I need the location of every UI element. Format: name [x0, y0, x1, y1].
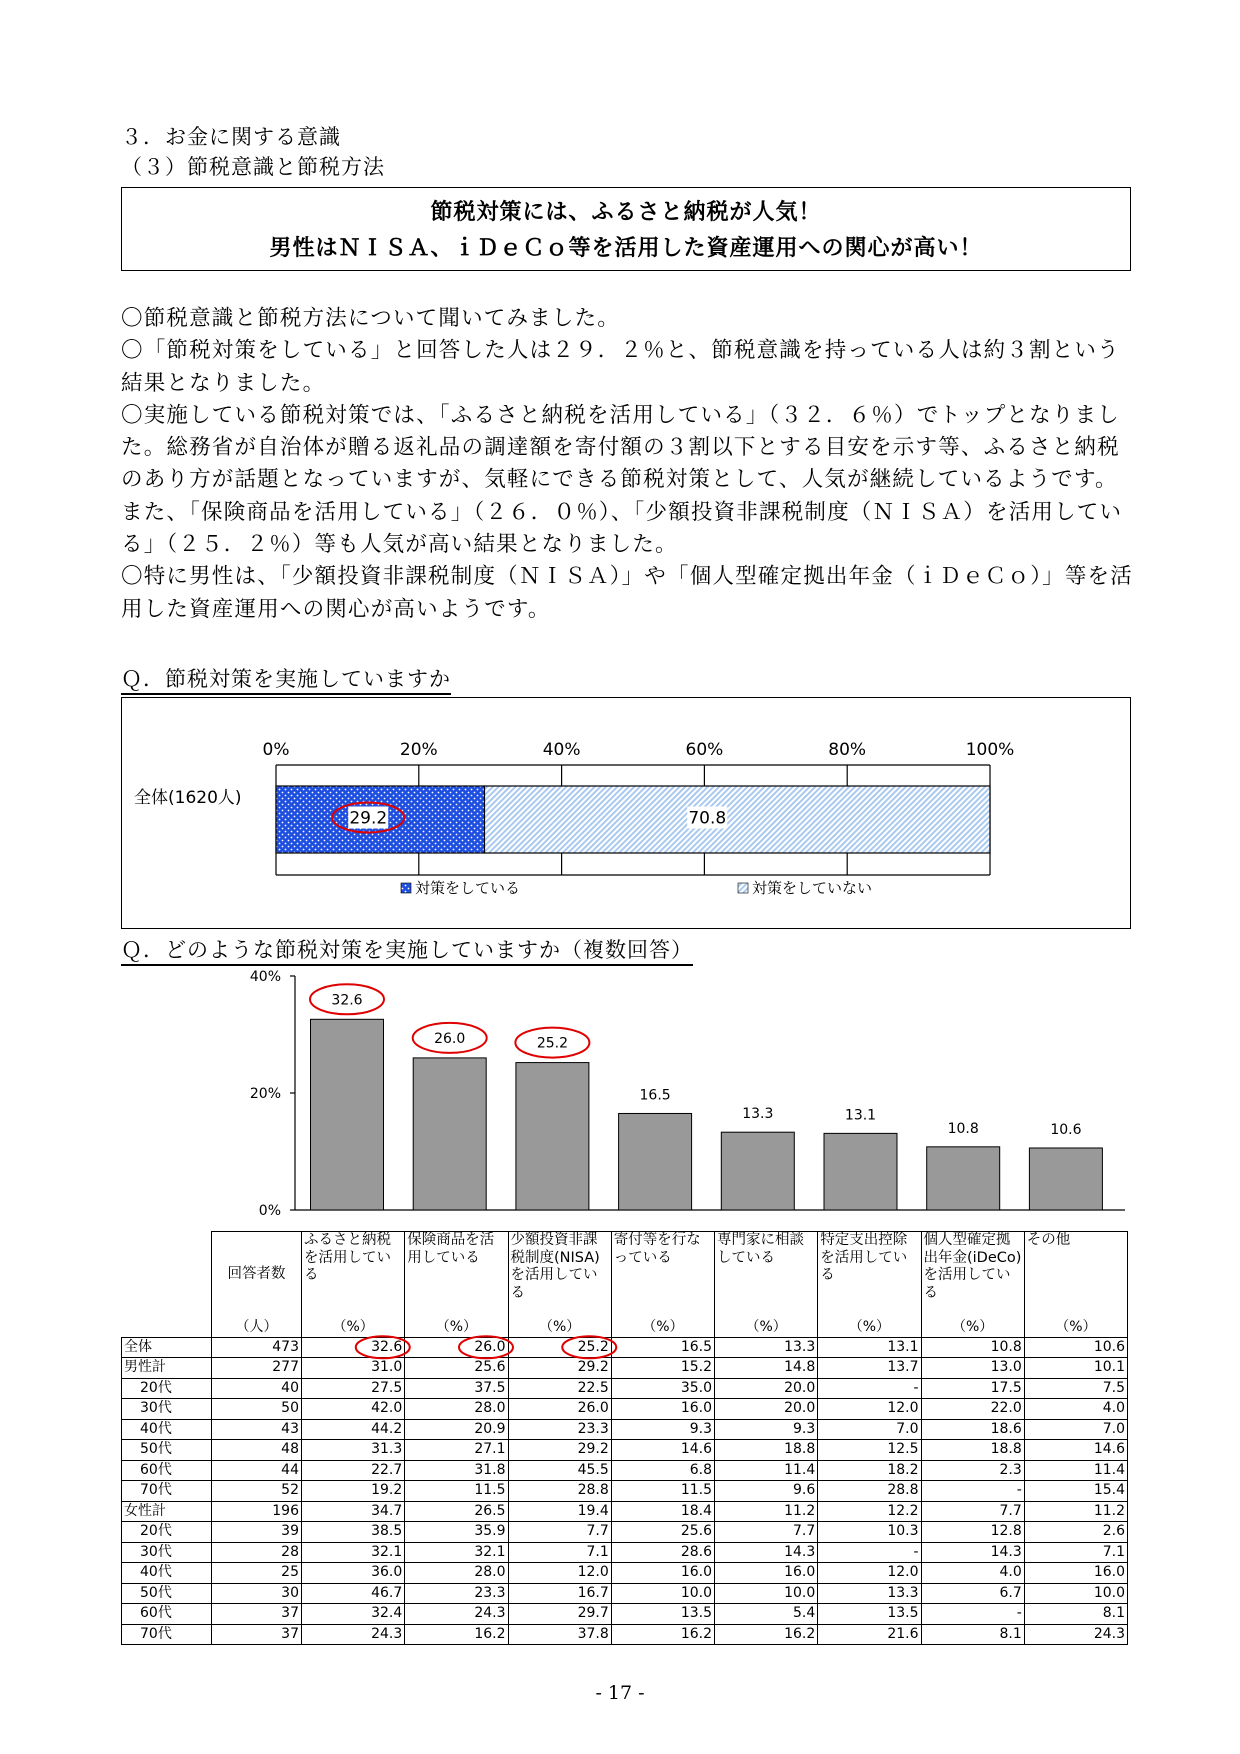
bar [1029, 1148, 1102, 1210]
table-units-row [122, 1318, 1128, 1338]
table-cell: 24.3 [405, 1604, 508, 1625]
bar-value-label: 32.6 [331, 992, 363, 1009]
bar-value-label: 10.6 [1050, 1121, 1082, 1138]
table-cell: 10.6 [1024, 1337, 1127, 1358]
table-row [122, 1604, 1128, 1625]
table-cell: 10.8 [921, 1337, 1024, 1358]
legend-label-no: 対策をしていない [752, 879, 873, 897]
table-cell: 28.0 [405, 1399, 508, 1420]
table-cell: 28.8 [818, 1481, 921, 1502]
table-cell: 22.0 [921, 1399, 1024, 1420]
table-cell: 35.9 [405, 1522, 508, 1543]
row-label: 40代 [122, 1563, 212, 1584]
table-cell: 10.0 [611, 1583, 714, 1604]
paragraph: 〇「節税対策をしている」と回答した人は２９．２％と、節税意識を持っている人は約３割という結果となりました。 [121, 338, 1120, 396]
table-cell: 28 [212, 1542, 302, 1563]
bar-value-label: 10.8 [947, 1120, 979, 1137]
table-cell: 10.1 [1024, 1358, 1127, 1379]
table-cell: 2.3 [921, 1460, 1024, 1481]
page-number: - 17 - [595, 1682, 645, 1704]
table-cell: 34.7 [302, 1501, 405, 1522]
table-cell: 14.6 [611, 1440, 714, 1461]
row-label: 50代 [122, 1440, 212, 1461]
table-cell: 9.6 [715, 1481, 818, 1502]
table-cell: 6.8 [611, 1460, 714, 1481]
question-1-heading: Ｑ．節税対策を実施していますか [121, 665, 451, 695]
results-table [121, 1231, 1128, 1645]
chart-2-bars [310, 984, 1102, 1210]
table-unit: （%） [405, 1318, 508, 1338]
table-header: 保険商品を活用している [405, 1232, 508, 1318]
x-tick-label: 100% [965, 740, 1015, 760]
bar [413, 1058, 486, 1210]
data-label: 29.2 [349, 808, 388, 829]
table-cell: 18.8 [921, 1440, 1024, 1461]
table-row [122, 1501, 1128, 1522]
table-cell: 32.1 [302, 1542, 405, 1563]
table-cell: 196 [212, 1501, 302, 1522]
table-cell: 20.9 [405, 1419, 508, 1440]
table-cell: 20.0 [715, 1399, 818, 1420]
table-cell: 19.4 [508, 1501, 611, 1522]
table-cell: 7.1 [508, 1542, 611, 1563]
table-unit: （%） [611, 1318, 714, 1338]
table-cell: 7.7 [715, 1522, 818, 1543]
table-header: 寄付等を行なっている [611, 1232, 714, 1318]
bar-value-label: 13.1 [844, 1107, 877, 1124]
table-corner [122, 1232, 212, 1318]
table-cell: 16.2 [405, 1624, 508, 1645]
table-cell: 15.4 [1024, 1481, 1127, 1502]
table-unit: （%） [818, 1318, 921, 1338]
table-cell: 43 [212, 1419, 302, 1440]
table-cell: 2.6 [1024, 1522, 1127, 1543]
table-cell: - [818, 1542, 921, 1563]
table-header: 個人型確定拠出年金(iDeCo)を活用している [921, 1232, 1024, 1318]
table-row [122, 1583, 1128, 1604]
table-cell: 26.0 [405, 1337, 508, 1358]
table-cell: 28.0 [405, 1563, 508, 1584]
table-unit [122, 1318, 212, 1338]
table-cell: 23.3 [405, 1583, 508, 1604]
row-label: 20代 [122, 1522, 212, 1543]
table-cell: 11.5 [611, 1481, 714, 1502]
table-cell: 15.2 [611, 1358, 714, 1379]
table-cell: 36.0 [302, 1563, 405, 1584]
bar [311, 1019, 384, 1210]
row-label: 70代 [122, 1624, 212, 1645]
table-cell: 11.5 [405, 1481, 508, 1502]
row-label: 全体 [122, 1337, 212, 1358]
table-cell: 10.0 [1024, 1583, 1127, 1604]
table-cell: 28.6 [611, 1542, 714, 1563]
table-cell: 21.6 [818, 1624, 921, 1645]
table-cell: 12.2 [818, 1501, 921, 1522]
table-cell: 13.1 [818, 1337, 921, 1358]
table-cell: 14.6 [1024, 1440, 1127, 1461]
table-row [122, 1481, 1128, 1502]
table-unit: （%） [1024, 1318, 1127, 1338]
table-row [122, 1419, 1128, 1440]
table-cell: 14.8 [715, 1358, 818, 1379]
headline-line-2: 男性はＮＩＳＡ、ｉＤｅＣｏ等を活用した資産運用への関心が高い！ [269, 236, 983, 261]
row-label: 30代 [122, 1399, 212, 1420]
legend-swatch-no [738, 883, 748, 893]
body-text [121, 303, 1136, 626]
question-2-heading: Ｑ．どのような節税対策を実施していますか（複数回答） [121, 936, 693, 966]
table-cell: 4.0 [1024, 1399, 1127, 1420]
paragraph: 〇節税意識と節税方法について聞いてみました。 [121, 306, 620, 331]
table-cell: 32.1 [405, 1542, 508, 1563]
table-header: 専門家に相談している [715, 1232, 818, 1318]
chart-2-axis [250, 969, 1125, 1219]
chart-1-frame [121, 697, 1131, 929]
table-cell: 31.8 [405, 1460, 508, 1481]
table-cell: 52 [212, 1481, 302, 1502]
table-row [122, 1399, 1128, 1420]
paragraph: 〇実施している節税対策では、「ふるさと納税を活用している」（３２．６％）でトップとなりました。総務省が自治体が贈る返礼品の調達額を寄付額の３割以下とする目安を示す等、ふるさと納税のあり方が話題となっていますが、気軽にできる節税対策として、人気が継続しているようです。また、「保険商品を活用している」（２６．０％）、「少額投資非課税制度（ＮＩＳＡ）を活用している」（２５．２％）等も人気が高い結果となりました。 [121, 402, 1123, 558]
table-cell: 25.6 [611, 1522, 714, 1543]
row-label: 男性計 [122, 1358, 212, 1379]
table-cell: 13.0 [921, 1358, 1024, 1379]
table-cell: 39 [212, 1522, 302, 1543]
table-cell: 17.5 [921, 1378, 1024, 1399]
table-cell: 24.3 [1024, 1624, 1127, 1645]
table-cell: - [921, 1481, 1024, 1502]
bar [927, 1147, 1000, 1210]
table-body [122, 1337, 1128, 1645]
table-cell: 11.4 [715, 1460, 818, 1481]
table-cell: 16.5 [611, 1337, 714, 1358]
table-cell: 277 [212, 1358, 302, 1379]
data-label: 70.8 [688, 808, 727, 829]
y-tick-label: 20% [249, 1086, 281, 1102]
table-cell: 18.6 [921, 1419, 1024, 1440]
table-cell: 40 [212, 1378, 302, 1399]
table-cell: 5.4 [715, 1604, 818, 1625]
highlight-circle [413, 1023, 487, 1053]
table-row [122, 1337, 1128, 1358]
table-cell: 16.0 [611, 1399, 714, 1420]
table-cell: 7.0 [818, 1419, 921, 1440]
bar-segment-1 [484, 786, 990, 853]
table-cell: 22.5 [508, 1378, 611, 1399]
table-cell: 12.0 [508, 1563, 611, 1584]
table-header: その他 [1024, 1232, 1127, 1318]
table-row [122, 1378, 1128, 1399]
y-tick-label: 40% [249, 969, 281, 985]
table-unit: （%） [715, 1318, 818, 1338]
table-cell: 18.4 [611, 1501, 714, 1522]
table-cell: 35.0 [611, 1378, 714, 1399]
row-label: 40代 [122, 1419, 212, 1440]
table-cell: 37 [212, 1624, 302, 1645]
x-tick-label: 80% [828, 740, 867, 760]
table-cell: 13.3 [715, 1337, 818, 1358]
highlight-circle [310, 984, 384, 1014]
row-label: 50代 [122, 1583, 212, 1604]
table-cell: 16.7 [508, 1583, 611, 1604]
table-cell: 12.5 [818, 1440, 921, 1461]
section-title: ３．お金に関する意識 [121, 125, 341, 149]
table-cell: - [818, 1378, 921, 1399]
table-header: 少額投資非課税制度(NISA)を活用している [508, 1232, 611, 1318]
table-cell: 44 [212, 1460, 302, 1481]
table-cell: 26.0 [508, 1399, 611, 1420]
row-label: 60代 [122, 1460, 212, 1481]
table-cell: 11.4 [1024, 1460, 1127, 1481]
table-cell: 11.2 [715, 1501, 818, 1522]
table-cell: 16.0 [715, 1563, 818, 1584]
table-cell: 16.2 [715, 1624, 818, 1645]
table-cell: 48 [212, 1440, 302, 1461]
table-header-row [122, 1232, 1128, 1318]
table-cell: 29.2 [508, 1440, 611, 1461]
table-cell: 31.3 [302, 1440, 405, 1461]
x-tick-label: 20% [399, 740, 438, 760]
highlight-circle [515, 1028, 589, 1058]
table-row [122, 1358, 1128, 1379]
table-cell: 22.7 [302, 1460, 405, 1481]
table-cell: 25.2 [508, 1337, 611, 1358]
table-cell: 473 [212, 1337, 302, 1358]
table-cell: 20.0 [715, 1378, 818, 1399]
legend-label-yes: 対策をしている [415, 879, 521, 897]
table-cell: 26.5 [405, 1501, 508, 1522]
chart-1-legend [401, 879, 872, 897]
subsection-title: （３）節税意識と節税方法 [121, 155, 385, 179]
bar [824, 1133, 897, 1210]
row-label: 女性計 [122, 1501, 212, 1522]
table-cell: 7.7 [921, 1501, 1024, 1522]
table-unit: （%） [508, 1318, 611, 1338]
headline-line-1: 節税対策には、ふるさと納税が人気！ [430, 200, 822, 225]
table-row [122, 1460, 1128, 1481]
table-cell: 8.1 [921, 1624, 1024, 1645]
chart-1-ticks [263, 740, 1015, 760]
table-cell: 13.3 [818, 1583, 921, 1604]
headline-box [121, 187, 1131, 271]
table-cell: 37.8 [508, 1624, 611, 1645]
y-tick-label: 0% [258, 1203, 281, 1219]
row-label: 20代 [122, 1378, 212, 1399]
table-cell: 27.1 [405, 1440, 508, 1461]
table-cell: 12.8 [921, 1522, 1024, 1543]
table-row [122, 1542, 1128, 1563]
table-cell: 18.8 [715, 1440, 818, 1461]
table-header: 回答者数 [212, 1232, 302, 1318]
table-cell: 19.2 [302, 1481, 405, 1502]
table-cell: 7.5 [1024, 1378, 1127, 1399]
table-cell: 27.5 [302, 1378, 405, 1399]
bar-value-label: 13.3 [742, 1106, 774, 1123]
table-cell: 6.7 [921, 1583, 1024, 1604]
chart-1-bars [276, 786, 990, 853]
table-header: ふるさと納税を活用している [302, 1232, 405, 1318]
table-cell: 32.6 [302, 1337, 405, 1358]
row-label: 70代 [122, 1481, 212, 1502]
table-cell: 9.3 [611, 1419, 714, 1440]
table-cell: 16.0 [611, 1563, 714, 1584]
row-label: 60代 [122, 1604, 212, 1625]
x-tick-label: 40% [542, 740, 581, 760]
table-cell: 44.2 [302, 1419, 405, 1440]
table-cell: 23.3 [508, 1419, 611, 1440]
table-cell: 9.3 [715, 1419, 818, 1440]
table-cell: 29.7 [508, 1604, 611, 1625]
table-cell: 13.5 [611, 1604, 714, 1625]
table-cell: 30 [212, 1583, 302, 1604]
category-label: 全体(1620人) [134, 788, 242, 808]
bar [721, 1132, 794, 1210]
table-unit: （人） [212, 1318, 302, 1338]
bar-value-label: 16.5 [639, 1087, 671, 1104]
paragraph: 〇特に男性は、「少額投資非課税制度（ＮＩＳＡ）」や「個人型確定拠出年金（ｉＤｅＣｏ）」等を活用した資産運用への関心が高いようです。 [121, 564, 1133, 622]
row-label: 30代 [122, 1542, 212, 1563]
table-cell: - [921, 1604, 1024, 1625]
table-unit: （%） [921, 1318, 1024, 1338]
table-cell: 14.3 [921, 1542, 1024, 1563]
table-cell: 12.0 [818, 1399, 921, 1420]
table-row [122, 1440, 1128, 1461]
table-cell: 16.0 [1024, 1563, 1127, 1584]
legend-swatch-yes [401, 883, 411, 893]
table-cell: 45.5 [508, 1460, 611, 1481]
table-cell: 7.0 [1024, 1419, 1127, 1440]
stacked-bar-chart [122, 698, 1130, 928]
x-tick-label: 0% [262, 740, 290, 760]
table-cell: 13.7 [818, 1358, 921, 1379]
table-row [122, 1624, 1128, 1645]
bar [619, 1113, 692, 1210]
table-cell: 46.7 [302, 1583, 405, 1604]
table-cell: 32.4 [302, 1604, 405, 1625]
table-cell: 24.3 [302, 1624, 405, 1645]
table-cell: 4.0 [921, 1563, 1024, 1584]
table-cell: 8.1 [1024, 1604, 1127, 1625]
table-cell: 50 [212, 1399, 302, 1420]
bar [516, 1063, 589, 1210]
table-cell: 12.0 [818, 1563, 921, 1584]
table-cell: 10.0 [715, 1583, 818, 1604]
table-cell: 7.1 [1024, 1542, 1127, 1563]
bar-value-label: 25.2 [536, 1035, 568, 1052]
table-cell: 18.2 [818, 1460, 921, 1481]
table-cell: 38.5 [302, 1522, 405, 1543]
table-cell: 11.2 [1024, 1501, 1127, 1522]
table-row [122, 1522, 1128, 1543]
table-cell: 25 [212, 1563, 302, 1584]
table-cell: 10.3 [818, 1522, 921, 1543]
table-unit: （%） [302, 1318, 405, 1338]
table-cell: 28.8 [508, 1481, 611, 1502]
table-cell: 14.3 [715, 1542, 818, 1563]
table-header: 特定支出控除を活用している [818, 1232, 921, 1318]
table-row [122, 1563, 1128, 1584]
table-cell: 37.5 [405, 1378, 508, 1399]
table-cell: 29.2 [508, 1358, 611, 1379]
table-cell: 13.5 [818, 1604, 921, 1625]
x-tick-label: 60% [685, 740, 724, 760]
table-cell: 25.6 [405, 1358, 508, 1379]
table-cell: 42.0 [302, 1399, 405, 1420]
bar-value-label: 26.0 [434, 1030, 466, 1047]
table-cell: 16.2 [611, 1624, 714, 1645]
table-cell: 7.7 [508, 1522, 611, 1543]
table-cell: 37 [212, 1604, 302, 1625]
table-cell: 31.0 [302, 1358, 405, 1379]
